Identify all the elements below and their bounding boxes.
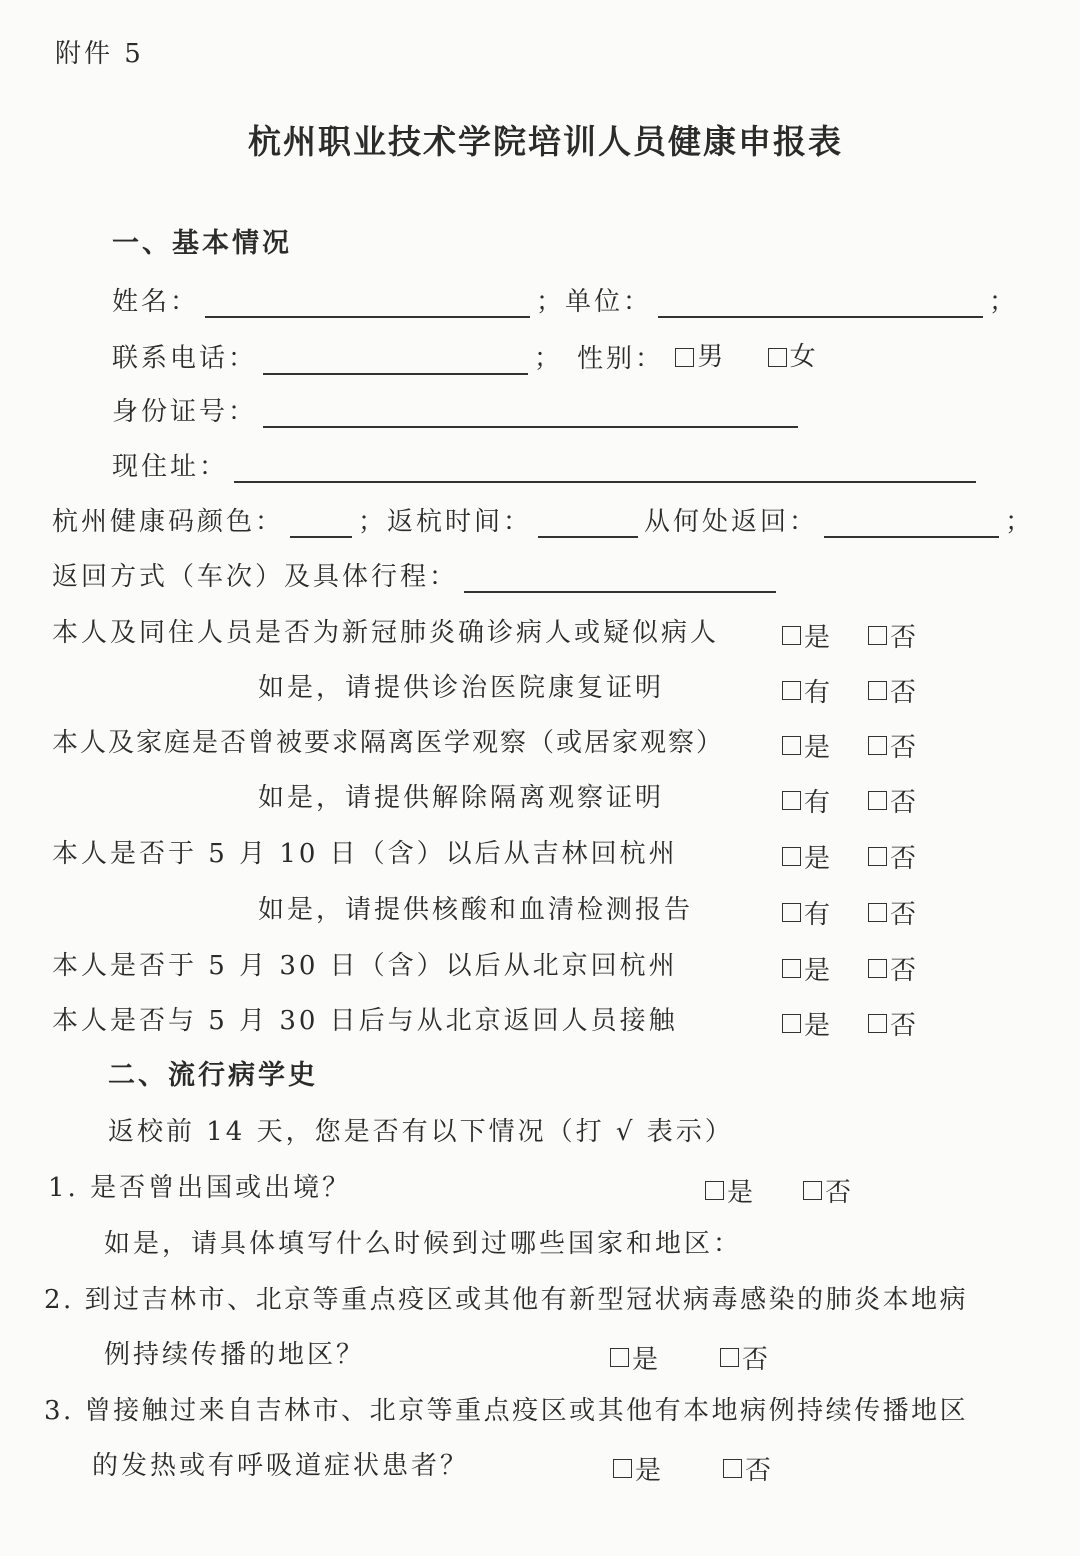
yes-label: 是 [804,1011,831,1041]
id-row [112,396,804,428]
male-option-label: 男 [697,342,727,372]
yes-label: 是 [727,1178,754,1208]
female-option-label: 女 [789,342,819,372]
return-from-label: 从何处返回： [644,507,819,537]
return-time-input-line[interactable] [538,512,638,538]
checkbox-icon [782,847,801,866]
checkbox-icon [868,791,887,810]
question-confirmed-case: 本人及同住人员是否为新冠肺炎确诊病人或疑似病人 [52,618,720,648]
item-contact-line2: 的发热或有呼吸道症状患者？ [92,1451,470,1481]
have-label: 有 [804,678,831,708]
phone-label: 联系电话： [112,343,258,374]
unit-label: 单位： [565,287,653,317]
q5-no-checkbox[interactable] [868,1005,916,1042]
item1-no-checkbox[interactable] [803,1172,851,1209]
checkbox-icon [723,1459,742,1478]
q2sub-no-checkbox[interactable] [868,782,916,819]
item-abroad: 1. 是否曾出国或出境？ [48,1173,352,1203]
checkbox-icon [782,626,801,645]
question-beijing-contact: 本人是否与 5 月 30 日后与从北京返回人员接触 [52,1006,678,1036]
gender-label: 性别： [577,343,665,374]
attachment-label: 附件 5 [55,39,144,69]
gender-male-checkbox[interactable] [675,341,726,373]
checkbox-icon [782,903,801,922]
item2-no-checkbox[interactable] [720,1339,768,1376]
checkbox-icon [782,681,801,700]
yes-label: 是 [632,1345,659,1375]
q1-yes-checkbox[interactable] [782,617,830,654]
return-mode-label: 返回方式（车次）及具体行程： [52,562,459,592]
checkbox-icon [868,1014,887,1033]
q4-yes-checkbox[interactable] [782,950,830,987]
address-row [112,451,982,483]
checkbox-icon [782,736,801,755]
checkbox-icon [868,847,887,866]
q4-no-checkbox[interactable] [868,950,916,987]
no-label: 否 [890,733,917,763]
section-heading-basic: 一、基本情况 [112,228,292,259]
no-label: 否 [890,788,917,818]
yes-label: 是 [804,956,831,986]
name-input-line[interactable] [205,292,530,318]
checkbox-icon [613,1459,632,1478]
item3-no-checkbox[interactable] [723,1450,771,1487]
no-label: 否 [890,678,917,708]
checkbox-icon [705,1181,724,1200]
q3-yes-checkbox[interactable] [782,838,830,875]
q2-yes-checkbox[interactable] [782,727,830,764]
phone-input-line[interactable] [263,349,528,375]
return-from-input-line[interactable] [824,512,999,538]
no-label: 否 [890,844,917,874]
code-color-input-line[interactable] [290,512,352,538]
checkbox-icon [868,903,887,922]
question-recovery-proof: 如是，请提供诊治医院康复证明 [258,673,665,703]
code-row [52,506,1034,538]
section-heading-epidemiology: 二、流行病学史 [108,1060,318,1091]
q1-no-checkbox[interactable] [868,617,916,654]
checkbox-icon [782,959,801,978]
question-beijing: 本人是否于 5 月 30 日（含）以后从北京回杭州 [52,951,678,981]
name-label: 姓名： [112,287,200,317]
checkbox-icon [803,1181,822,1200]
checkbox-icon [720,1348,739,1367]
have-label: 有 [804,788,831,818]
separator: ； [358,507,388,537]
no-label: 否 [890,1011,917,1041]
name-row [112,286,1018,318]
q2-no-checkbox[interactable] [868,727,916,764]
address-label: 现住址： [112,452,229,482]
no-label: 否 [890,900,917,930]
return-mode-input-line[interactable] [464,567,776,593]
address-input-line[interactable] [234,457,976,483]
separator: ； [989,287,1019,317]
yes-label: 是 [635,1456,662,1486]
item2-yes-checkbox[interactable] [610,1339,658,1376]
yes-label: 是 [804,733,831,763]
checkbox-icon [868,681,887,700]
phone-row [112,341,819,375]
return-mode-row [52,561,782,593]
item-epidemic-area-line2: 例持续传播的地区？ [104,1340,366,1370]
item-contact-line1: 3. 曾接触过来自吉林市、北京等重点疫区或其他有本地病例持续传播地区 [44,1396,969,1426]
question-release-proof: 如是，请提供解除隔离观察证明 [258,783,665,813]
no-label: 否 [890,956,917,986]
checkbox-icon [782,791,801,810]
no-label: 否 [742,1345,769,1375]
separator: ； [1005,507,1035,537]
have-label: 有 [804,900,831,930]
unit-input-line[interactable] [658,292,983,318]
item3-yes-checkbox[interactable] [613,1450,661,1487]
question-quarantine: 本人及家庭是否曾被要求隔离医学观察（或居家观察） [52,728,725,758]
item-abroad-detail: 如是，请具体填写什么时候到过哪些国家和地区： [104,1229,743,1259]
return-time-label: 返杭时间： [387,507,533,537]
no-label: 否 [745,1456,772,1486]
checkbox-icon [610,1348,629,1367]
gender-female-checkbox[interactable] [768,341,819,373]
question-jilin: 本人是否于 5 月 10 日（含）以后从吉林回杭州 [52,839,678,869]
id-label: 身份证号： [112,397,258,427]
question-test-report: 如是，请提供核酸和血清检测报告 [258,895,694,925]
no-label: 否 [890,623,917,653]
q5-yes-checkbox[interactable] [782,1005,830,1042]
checkbox-icon [675,348,694,367]
code-color-label: 杭州健康码颜色： [52,507,285,537]
yes-label: 是 [804,844,831,874]
checkbox-icon [868,626,887,645]
q3-no-checkbox[interactable] [868,838,916,875]
yes-label: 是 [804,623,831,653]
q2sub-have-checkbox[interactable] [782,782,830,819]
page-title: 杭州职业技术学院培训人员健康申报表 [248,122,843,161]
separator: ； [534,343,564,374]
checkbox-icon [868,736,887,755]
item1-yes-checkbox[interactable] [705,1172,753,1209]
section2-intro: 返校前 14 天，您是否有以下情况（打 √ 表示） [108,1117,734,1147]
id-input-line[interactable] [263,402,798,428]
q1sub-have-checkbox[interactable] [782,672,830,709]
no-label: 否 [825,1178,852,1208]
q3sub-no-checkbox[interactable] [868,894,916,931]
separator: ； [536,287,566,317]
q1sub-no-checkbox[interactable] [868,672,916,709]
q3sub-have-checkbox[interactable] [782,894,830,931]
checkbox-icon [868,959,887,978]
checkbox-icon [768,348,787,367]
checkbox-icon [782,1014,801,1033]
item-epidemic-area-line1: 2. 到过吉林市、北京等重点疫区或其他有新型冠状病毒感染的肺炎本地病 [44,1285,969,1315]
